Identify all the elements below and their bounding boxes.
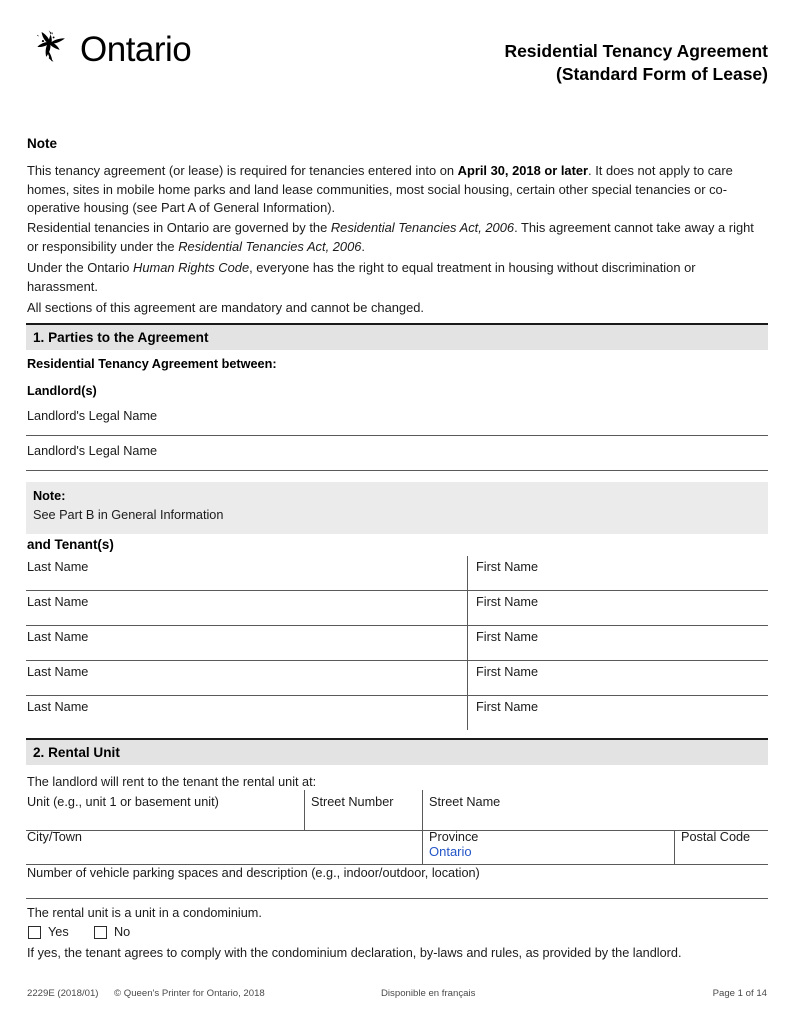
tenant-table-divider (467, 556, 468, 730)
note-p2-mid: . This agreement cannot take away a right or responsibility under the (27, 220, 754, 254)
tenants-heading: and Tenant(s) (27, 537, 114, 552)
note-p2-act-2: Residential Tenancies Act, 2006 (178, 238, 362, 254)
street-name-label: Street Name (429, 795, 501, 809)
tenant-5-first-label: First Name (476, 700, 539, 714)
section-2-title: 2. Rental Unit (33, 745, 120, 760)
condo-yes-checkbox[interactable] (28, 926, 41, 939)
note-p2-post: . (361, 238, 366, 254)
parking-rule (26, 898, 768, 899)
landlord-2-label: Landlord's Legal Name (27, 444, 158, 458)
french-availability: Disponible en français (381, 988, 476, 999)
note-paragraph-4: All sections of this agreement are mandatory and cannot be changed. (27, 300, 424, 315)
tenant-row-4-rule (26, 695, 768, 696)
section-header-parties (26, 323, 768, 350)
title-line-1: Residential Tenancy Agreement (504, 41, 768, 61)
note-p1-bold: April 30, 2018 or later (457, 163, 589, 178)
agreement-between-label: Residential Tenancy Agreement between: (27, 357, 277, 371)
section-header-rental-unit (26, 738, 768, 765)
unit-streetnumber-divider (304, 790, 305, 830)
tenant-3-last-label: Last Name (27, 630, 89, 644)
form-code: 2229E (2018/01) (27, 988, 99, 999)
document-title (504, 40, 768, 86)
note-paragraph-3 (27, 259, 737, 296)
note-p3-post: , everyone has the right to equal treatment in housing without discrimination or harassment. (27, 260, 696, 294)
tenant-2-last-label: Last Name (27, 595, 89, 609)
condo-statement: The rental unit is a unit in a condominium. (27, 906, 262, 920)
note-box-heading: Note: (33, 489, 66, 503)
page-number: Page 1 of 14 (712, 988, 767, 999)
condo-note: If yes, the tenant agrees to comply with the condominium declaration, by-laws and rules, as provided by the landlord. (27, 946, 682, 960)
tenant-row-2-rule (26, 625, 768, 626)
address-row-2-rule (26, 864, 768, 865)
trillium-icon (26, 28, 72, 74)
landlord-2-rule (26, 470, 768, 471)
note-p1-post: . It does not apply to care homes, sites in mobile home parks and land lease communities, most social housing, certain other special tenancies or co-operative housing (see Part A of General Information). (27, 163, 733, 216)
document-header (26, 24, 768, 104)
note-p3-pre: Under the Ontario (27, 260, 134, 275)
streetnumber-streetname-divider (422, 790, 423, 865)
note-heading: Note (27, 136, 57, 151)
ontario-logo (26, 28, 191, 74)
note-paragraph-2 (27, 219, 764, 256)
note-p2-pre: Residential tenancies in Ontario are governed by the (27, 220, 331, 235)
condo-no-checkbox[interactable] (94, 926, 107, 939)
condo-yes-label: Yes (48, 925, 69, 939)
section-1-title: 1. Parties to the Agreement (33, 330, 209, 345)
unit-label: Unit (e.g., unit 1 or basement unit) (27, 795, 219, 809)
tenant-1-first-label: First Name (476, 560, 539, 574)
condo-no-label: No (114, 925, 131, 939)
postal-code-label: Postal Code (681, 830, 751, 844)
part-b-note-box (26, 482, 768, 534)
tenant-4-first-label: First Name (476, 665, 539, 679)
province-value[interactable]: Ontario (429, 844, 472, 859)
tenant-3-first-label: First Name (476, 630, 539, 644)
note-paragraph-1 (27, 162, 764, 218)
page-footer (26, 988, 768, 1004)
tenant-5-last-label: Last Name (27, 700, 89, 714)
note-p2-act-1: Residential Tenancies Act, 2006 (330, 220, 515, 235)
rental-unit-intro: The landlord will rent to the tenant the rental unit at: (27, 775, 317, 789)
street-number-label: Street Number (311, 795, 394, 809)
note-p3-code: Human Rights Code (133, 260, 250, 275)
note-p1-pre: This tenancy agreement (or lease) is required for tenancies entered into on (27, 163, 458, 178)
province-postal-divider (674, 830, 675, 865)
title-line-2: (Standard Form of Lease) (556, 64, 768, 85)
address-row-1-rule (26, 830, 768, 831)
copyright-notice: © Queen's Printer for Ontario, 2018 (114, 988, 265, 999)
note-box-text: See Part B in General Information (33, 508, 224, 522)
tenant-row-3-rule (26, 660, 768, 661)
tenant-1-last-label: Last Name (27, 560, 89, 574)
parking-label: Number of vehicle parking spaces and description (e.g., indoor/outdoor, location) (27, 866, 480, 880)
tenant-4-last-label: Last Name (27, 665, 89, 679)
tenant-row-1-rule (26, 590, 768, 591)
province-label: Province (429, 830, 479, 844)
landlord-1-label: Landlord's Legal Name (27, 409, 158, 423)
city-label: City/Town (27, 830, 82, 844)
landlord-1-rule (26, 435, 768, 436)
landlords-heading: Landlord(s) (27, 384, 97, 398)
tenant-2-first-label: First Name (476, 595, 539, 609)
ontario-wordmark: Ontario (80, 29, 192, 69)
